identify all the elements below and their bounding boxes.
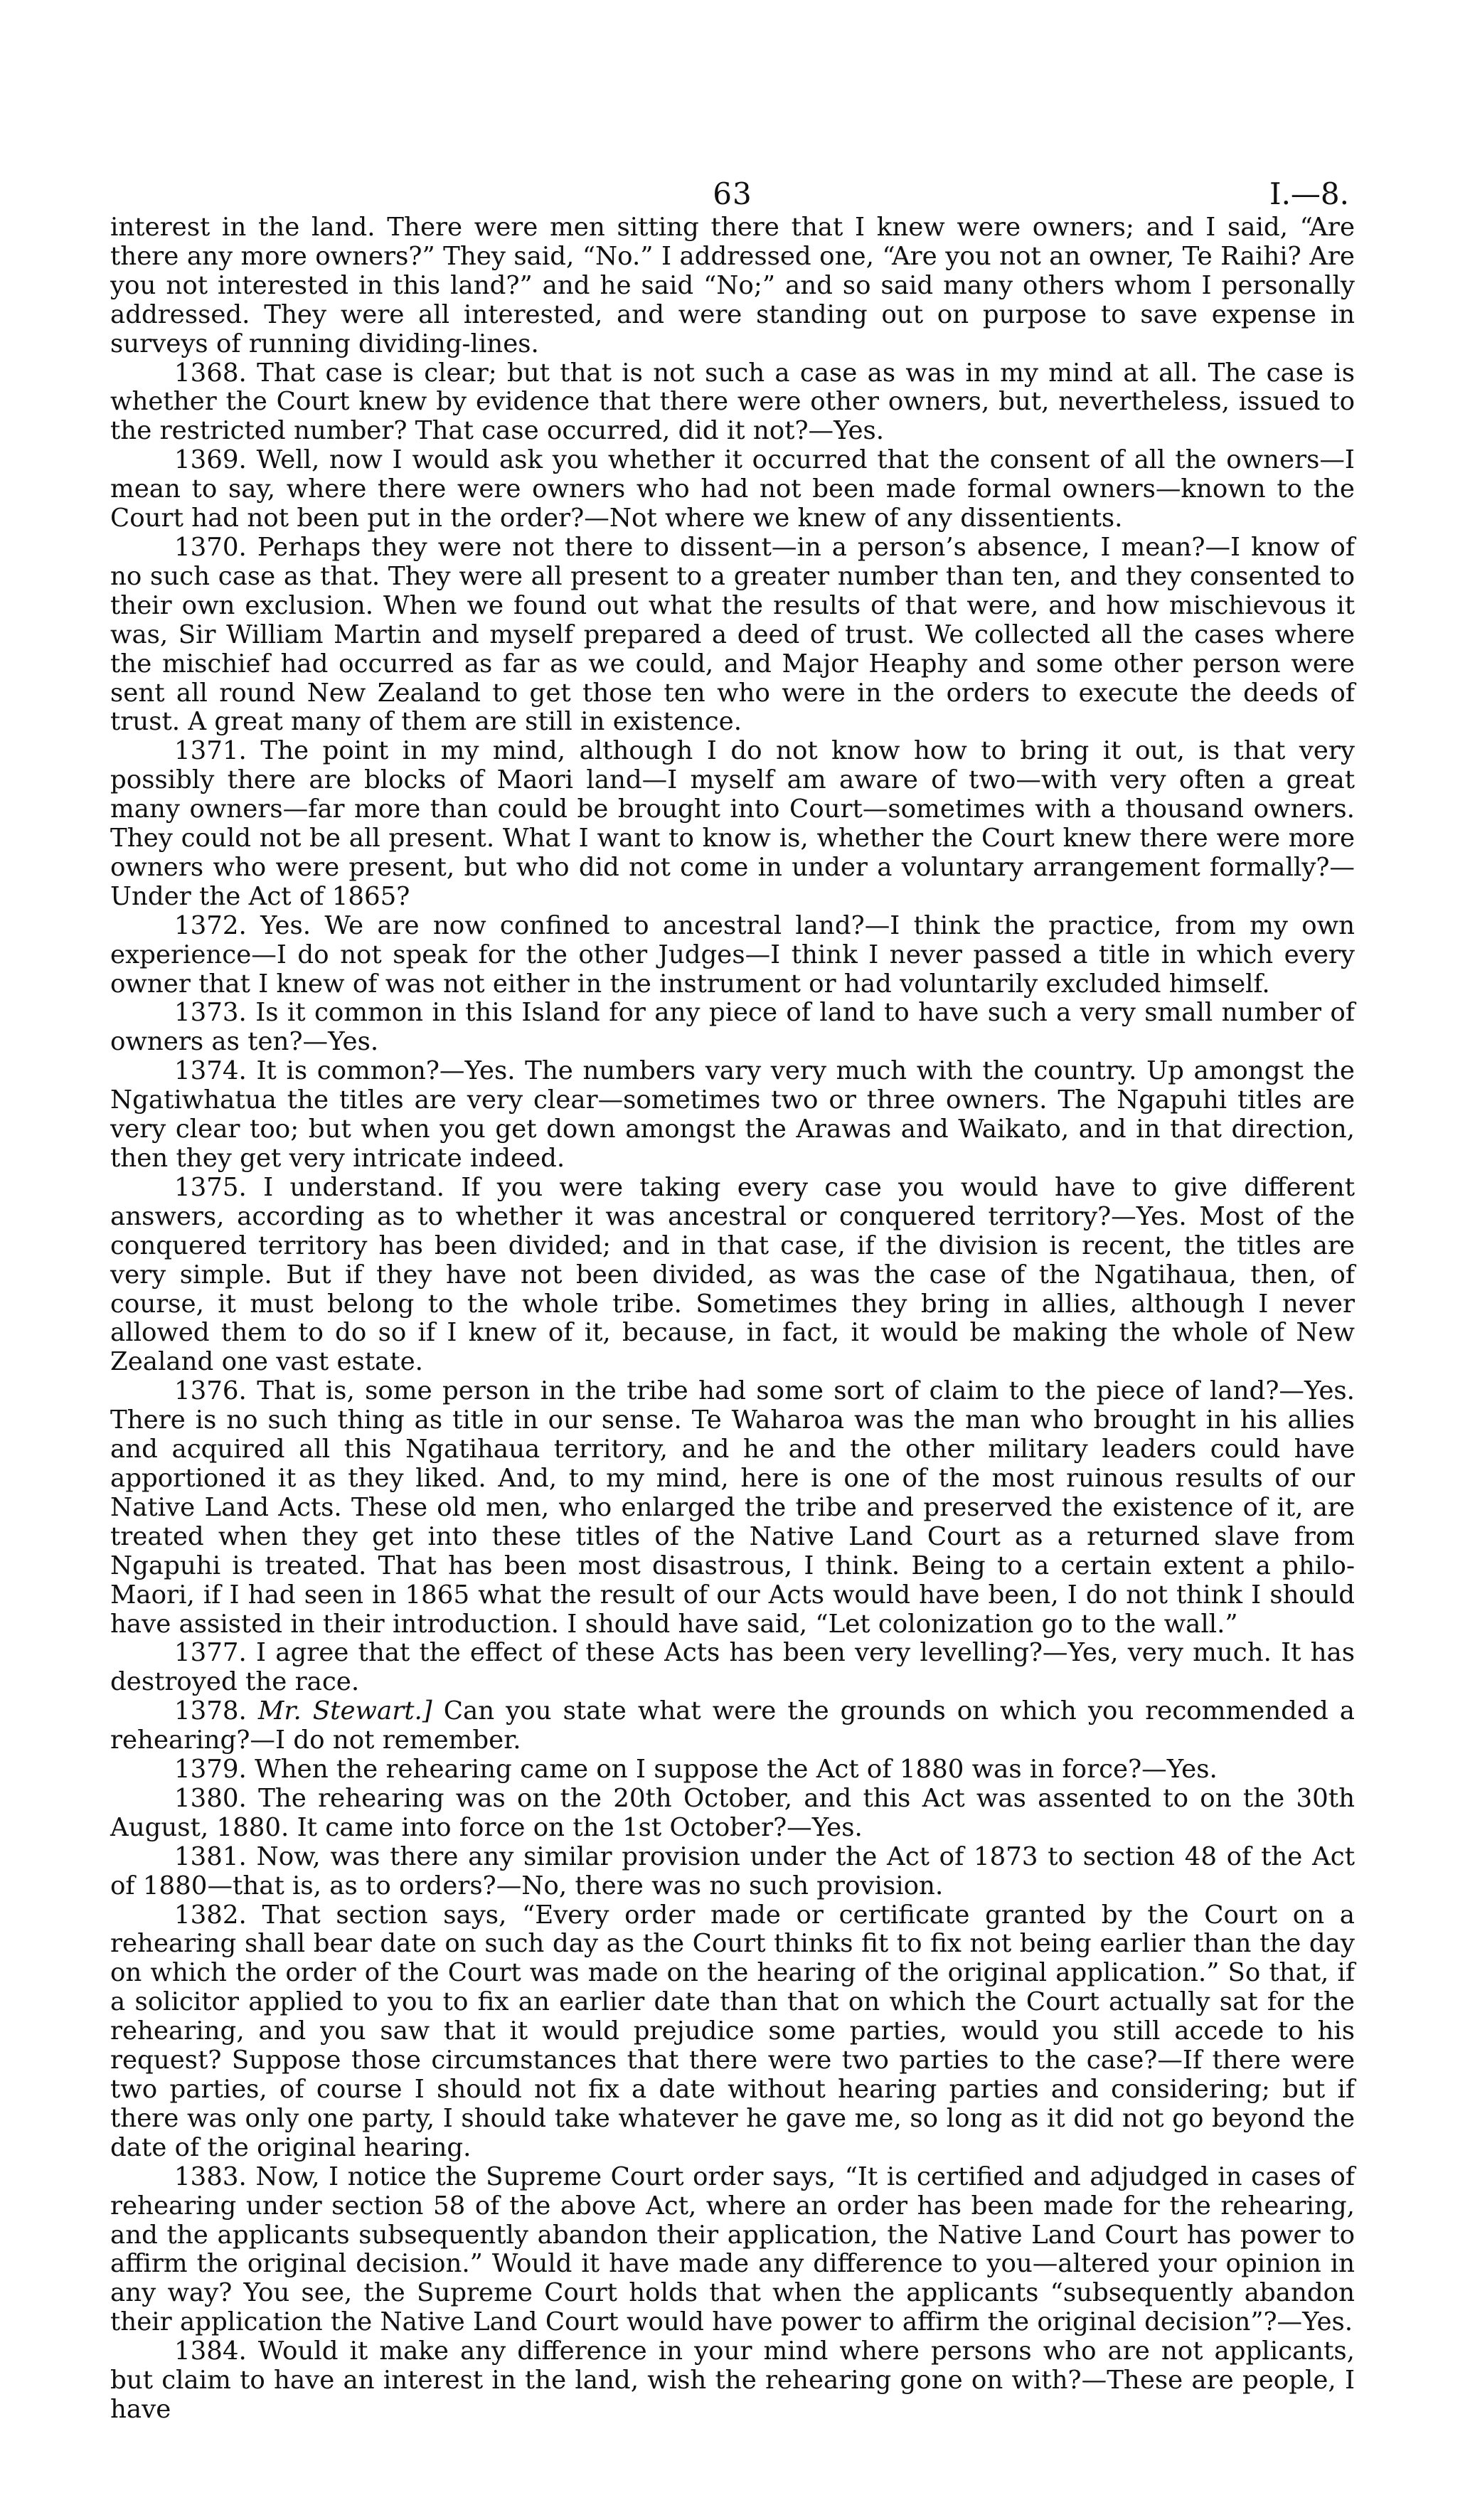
- paragraph: 1373. Is it common in this Island for any piece of land to have such a very small number of owners as ten?—Yes.: [110, 998, 1355, 1057]
- speaker-name: Mr. Stewart.]: [257, 1696, 432, 1726]
- paragraph: 1382. That section says, “Every order made or certificate granted by the Court on a rehearing shall bear date on such day as the Court thinks fit to fix not being earlier than the day on which the order of the Court was made on the hearing of the original application.” So that, if a solicitor applied to you to fix an earlier date than that on which the Court actually sat for the rehearing, and you saw that it would prejudice some parties, would you still accede to his request? Suppose those circumstances that there were two parties to the case?—If there were two parties, of course I should not fix a date without hearing parties and considering; but if there was only one party, I should take whatever he gave me, so long as it did not go beyond the date of the original hearing.: [110, 1900, 1355, 2162]
- paragraph: 1379. When the rehearing came on I suppose the Act of 1880 was in force?—Yes.: [174, 1755, 1218, 1785]
- paragraph: 1383. Now, I notice the Supreme Court order says, “It is certified and adjudged in cases of rehearing under section 58 of the above Act, where an order has been made for the rehearing, and the applicants subsequently abandon their application, the Native Land Court has power to affirm the original decision.” Would it have made any difference to you—altered your opinion in any way? You see, the Supreme Court holds that when the applicants “subsequently abandon their application the Native Land Court would have power to affirm the original decision”?—Yes.: [110, 2162, 1355, 2337]
- paragraph: 1375. I understand. If you were taking every case you would have to give different answers, according as to whether it was ancestral or conquered territory?—Yes. Most of the conquered territory has been divided; and in that case, if the division is recent, the titles are very simple. But if they have not been divided, as was the case of the Ngatihaua, then, of course, it must belong to the whole tribe. Sometimes they bring in allies, although I never allowed them to do so if I knew of it, because, in fact, it would be making the whole of New Zealand one vast estate.: [110, 1172, 1355, 1377]
- document-reference: I.—8.: [1269, 176, 1349, 211]
- document-page: [110, 0, 1355, 2425]
- paragraph: 1372. Yes. We are now confined to ancestral land?—I think the practice, from my own experience—I do not speak for the other Judges—I think I never passed a title in which every owner that I knew of was not either in the instrument or had voluntarily excluded himself.: [110, 910, 1355, 999]
- paragraph: 1380. The rehearing was on the 20th October, and this Act was assented to on the 30th August, 1880. It came into force on the 1st October?—Yes.: [110, 1783, 1355, 1842]
- page-number: 63: [713, 176, 752, 211]
- paragraph: 1370. Perhaps they were not there to dissent—in a person’s absence, I mean?—I know of no such case as that. They were all present to a greater number than ten, and they consented to their own exclusion. When we found out what the results of that were, and how mischievous it was, Sir William Martin and myself prepared a deed of trust. We collected all the cases where the mischief had occurred as far as we could, and Major Heaphy and some other person were sent all round New Zealand to get those ten who were in the orders to execute the deeds of trust. A great many of them are still in existence.: [110, 532, 1355, 737]
- paragraph: 1381. Now, was there any similar provision under the Act of 1873 to section 48 of the Act of 1880—that is, as to orders?—No, there was no such provision.: [110, 1841, 1355, 1900]
- paragraph: 1369. Well, now I would ask you whether it occurred that the consent of all the owners—I mean to say, where there were owners who had not been made formal owners—known to the Court had not been put in the order?—Not where we knew of any dissentients.: [110, 445, 1355, 533]
- paragraph-text: Can you state what were the grounds on which you recommended a rehearing?—I do not remember.: [110, 1696, 1356, 1755]
- question-number: 1378.: [174, 1696, 247, 1726]
- paragraph: 1376. That is, some person in the tribe had some sort of claim to the piece of land?—Yes. There is no such thing as title in our sense. Te Waharoa was the man who brought in his allies and acquired all this Ngatihaua territory, and he and the other military leaders could have apportioned it as they liked. And, to my mind, here is one of the most ruinous results of our Native Land Acts. These old men, who enlarged the tribe and preserved the existence of it, are treated when they get into these titles of the Native Land Court as a returned slave from Ngapuhi is treated. That has been most disastrous, I think. Being to a certain extent a philo-Maori, if I had seen in 1865 what the result of our Acts would have been, I do not think I should have assisted in their introduction. I should have said, “Let colonization go to the wall.”: [110, 1376, 1355, 1639]
- paragraph: 1377. I agree that the effect of these Acts has been very levelling?—Yes, very much. It has destroyed the race.: [110, 1638, 1355, 1697]
- paragraph: 1371. The point in my mind, although I do not know how to bring it out, is that very possibly there are blocks of Maori land—I myself am aware of two—with very often a great many owners—far more than could be brought into Court—sometimes with a thousand owners. They could not be all present. What I want to know is, whether the Court knew there were more owners who were present, but who did not come in under a voluntary arrangement formally?—Under the Act of 1865?: [110, 736, 1355, 911]
- paragraph: interest in the land. There were men sitting there that I knew were owners; and I said, “Are there any more owners?” They said, “No.” I addressed one, “Are you not an owner, Te Raihi? Are you not interested in this land?” and he said “No;” and so said many others whom I personally addressed. They were all interested, and were standing out on purpose to save expense in surveys of running dividing-lines.: [110, 213, 1355, 358]
- body-text: [110, 213, 1355, 2425]
- paragraph: [110, 1697, 1355, 1755]
- paragraph: 1368. That case is clear; but that is not such a case as was in my mind at all. The case is whether the Court knew by evidence that there were other owners, but, nevertheless, issued to the restricted number? That case occurred, did it not?—Yes.: [110, 358, 1355, 446]
- paragraph: 1384. Would it make any difference in your mind where persons who are not applicants, but claim to have an interest in the land, wish the rehearing gone on with?—These are people, I have: [110, 2336, 1355, 2424]
- paragraph: 1374. It is common?—Yes. The numbers vary very much with the country. Up amongst the Ngatiwhatua the titles are very clear—sometimes two or three owners. The Ngapuhi titles are very clear too; but when you get down amongst the Arawas and Waikato, and in that direction, then they get very intricate indeed.: [110, 1056, 1355, 1173]
- page-header: [110, 0, 1355, 213]
